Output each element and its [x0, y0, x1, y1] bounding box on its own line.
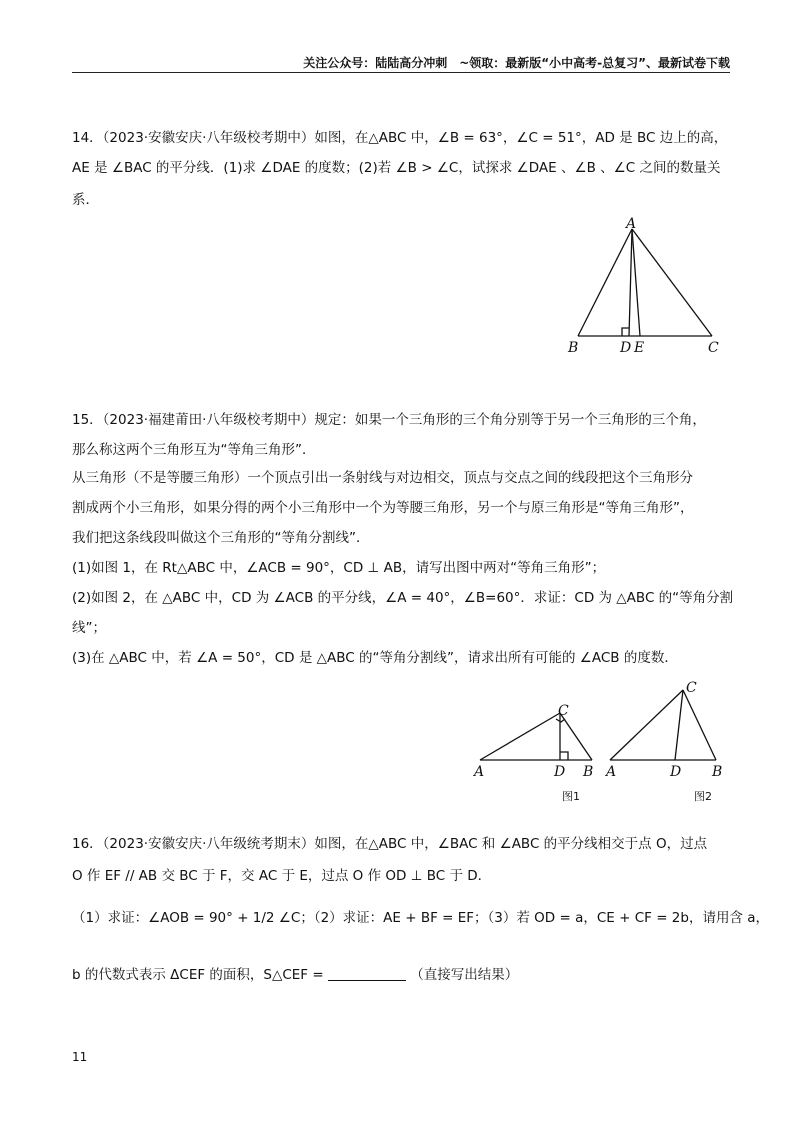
q15-line-8: 线”；: [72, 620, 106, 636]
page-header: 关注公众号：陆陆高分冲刺 ~领取：最新版“小中高考-总复习”、最新试卷下载: [303, 56, 730, 70]
fig1-label-a: A: [474, 764, 485, 780]
fig2-bisector-cd: [675, 690, 683, 760]
fig1-caption: 图1: [562, 790, 580, 803]
fig2-label-a: A: [606, 764, 617, 780]
q15-line-2: 那么称这两个三角形互为“等角三角形”．: [72, 442, 316, 458]
q15-line-3: 从三角形（不是等腰三角形）一个顶点引出一条射线与对边相交，顶点与交点之间的线段把这个三角形分: [72, 470, 693, 486]
q15-line-1: 15．（2023·福建莆田·八年级校考期中）规定：如果一个三角形的三个角分别等于另一个三角形的三个角，: [72, 412, 706, 428]
q14-altitude-ad: [629, 229, 632, 336]
q14-figure: [560, 215, 730, 360]
q16-line-1: 16．（2023·安徽安庆·八年级统考期末）如图，在△ABC 中，∠BAC 和 ∠ABC 的平分线相交于点 O，过点: [72, 836, 708, 852]
q15-figure-1: [470, 700, 605, 810]
fig1-label-c: C: [558, 703, 569, 719]
fig2-label-b: B: [712, 764, 723, 780]
q16-line-4: [72, 965, 518, 985]
fig1-side-bc: [560, 713, 592, 760]
q15-line-7: (2)如图 2，在 △ABC 中，CD 为 ∠ACB 的平分线，∠A = 40°，∠B=60°．求证：CD 为 △ABC 的“等角分割: [72, 590, 734, 606]
fig1-label-b: B: [583, 764, 594, 780]
q15-line-4: 割成两个小三角形，如果分得的两个小三角形中一个为等腰三角形，另一个与原三角形是“等角三角形”，: [72, 500, 694, 516]
fig2-side-bc: [683, 690, 716, 760]
q16-line-2: O 作 EF // AB 交 BC 于 F，交 AC 于 E，过点 O 作 OD ⊥ BC 于 D．: [72, 868, 492, 884]
answer-blank: [328, 966, 406, 981]
q14-line-1: 14．（2023·安徽安庆·八年级校考期中）如图，在△ABC 中，∠B = 63°，∠C = 51°，AD 是 BC 边上的高，: [72, 130, 728, 146]
q14-side-ab: [578, 229, 632, 336]
fig2-label-c: C: [686, 680, 697, 696]
q14-right-angle-mark: [622, 328, 629, 336]
fig1-side-ac: [480, 713, 560, 760]
q14-bisector-ae: [632, 229, 640, 336]
q16-line-4-note: （直接写出结果）: [410, 967, 519, 983]
q14-line-3: 系．: [72, 192, 99, 208]
q14-label-b: B: [568, 340, 579, 356]
header-rule: [72, 72, 730, 73]
fig1-label-d: D: [554, 764, 566, 780]
q14-label-d: D: [620, 340, 632, 356]
q16-line-4-text: b 的代数式表示 ΔCEF 的面积，S△CEF =: [72, 967, 328, 983]
q14-side-ac: [632, 229, 712, 336]
fig2-side-ac: [610, 690, 683, 760]
q16-line-3: （1）求证：∠AOB = 90° + 1/2 ∠C；（2）求证：AE + BF = EF；（3）若 OD = a，CE + CF = 2b，请用含 a，: [72, 910, 770, 926]
q14-line-2: AE 是 ∠BAC 的平分线．(1)求 ∠DAE 的度数；(2)若 ∠B > ∠C，试探求 ∠DAE 、∠B 、∠C 之间的数量关: [72, 160, 721, 176]
q14-label-e: E: [634, 340, 645, 356]
fig2-label-d: D: [670, 764, 682, 780]
q14-label-a: A: [626, 216, 637, 232]
q15-line-5: 我们把这条线段叫做这个三角形的“等角分割线”．: [72, 530, 370, 546]
fig2-caption: 图2: [694, 790, 712, 803]
q15-line-9: (3)在 △ABC 中，若 ∠A = 50°，CD 是 △ABC 的“等角分割线”，请求出所有可能的 ∠ACB 的度数．: [72, 650, 678, 666]
q14-label-c: C: [708, 340, 719, 356]
page-number: 11: [72, 1050, 88, 1064]
q15-figure-2: [602, 676, 737, 810]
q15-line-6: (1)如图 1，在 Rt△ABC 中，∠ACB = 90°，CD ⊥ AB，请写出图中两对“等角三角形”；: [72, 560, 606, 576]
fig1-right-angle-d: [560, 752, 568, 760]
